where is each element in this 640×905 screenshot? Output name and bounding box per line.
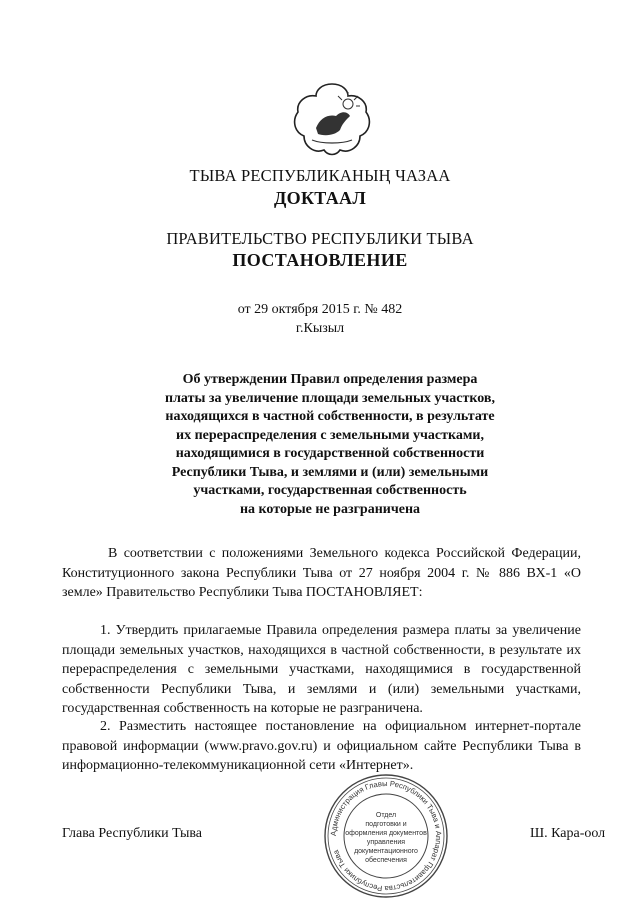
signatory-name: Ш. Кара-оол — [530, 826, 606, 841]
signatory-position: Глава Республики Тыва — [62, 826, 203, 841]
title-line: Республики Тыва, и землями и (или) земельными — [171, 464, 489, 480]
doc-type: ПОСТАНОВЛЕНИЕ — [232, 250, 408, 270]
clause-1-paragraph: 1. Утвердить прилагаемые Правила определения размера платы за увеличение площади земельных участков, находящихся в частной собственности, в результате их перераспределения с земельными участками, находящимися в государственной собственности Республики Тыва, и землями и (или) земельными участками, государственная собственность на которые не разграничена. — [62, 623, 581, 716]
stamp-ring-text: Администрация Главы Республики Тыва и Аппарат Правительства Республики Тыва — [328, 778, 444, 894]
title-line: участками, государственная собственность — [193, 483, 467, 498]
issuer-name: ПРАВИТЕЛЬСТВО РЕСПУБЛИКИ ТЫВА — [166, 229, 474, 248]
stamp-line: обеспечения — [365, 857, 407, 864]
title-line: находящихся в частной собственности, в результате — [165, 409, 495, 424]
title-line: находящимися в государственной собственности — [175, 446, 485, 461]
stamp-line: документационного — [354, 848, 418, 855]
city: г.Кызыл — [295, 321, 345, 336]
title-line: их перераспределения с земельными участками, — [176, 427, 484, 443]
official-stamp — [322, 772, 450, 900]
document-title — [110, 371, 550, 519]
date-number: от 29 октября 2015 г. № 482 — [237, 302, 403, 317]
title-line: платы за увеличение площади земельных участков, — [165, 390, 495, 406]
stamp-line: управления — [366, 839, 406, 846]
title-line: на которые не разграничена — [239, 501, 421, 517]
preamble-paragraph: В соответствии с положениями Земельного кодекса Российской Федерации, Конституционного закона Республики Тыва от 27 ноября 2004 г. № 886 ВХ-1 «О земле» Правительство Республики Тыва ПОСТАНОВЛЯЕТ: — [62, 546, 581, 600]
emblem-icon — [290, 80, 374, 158]
doc-type-tuvan: ДОКТААЛ — [273, 188, 367, 208]
republic-name-tuvan: ТЫВА РЕСПУБЛИКАНЫҢ ЧАЗАА — [189, 166, 451, 185]
stamp-line: оформления документов — [345, 830, 427, 837]
clause-2-paragraph: 2. Разместить настоящее постановление на официальном интернет-портале правовой информации (www.pravo.gov.ru) и официальном сайте Республики Тыва в информационно-телекоммуникационной сети «Интернет». — [62, 719, 581, 773]
stamp-line: подготовки и — [365, 821, 407, 828]
stamp-line: Отдел — [375, 812, 397, 819]
title-line: Об утверждении Правил определения размера — [182, 372, 478, 387]
